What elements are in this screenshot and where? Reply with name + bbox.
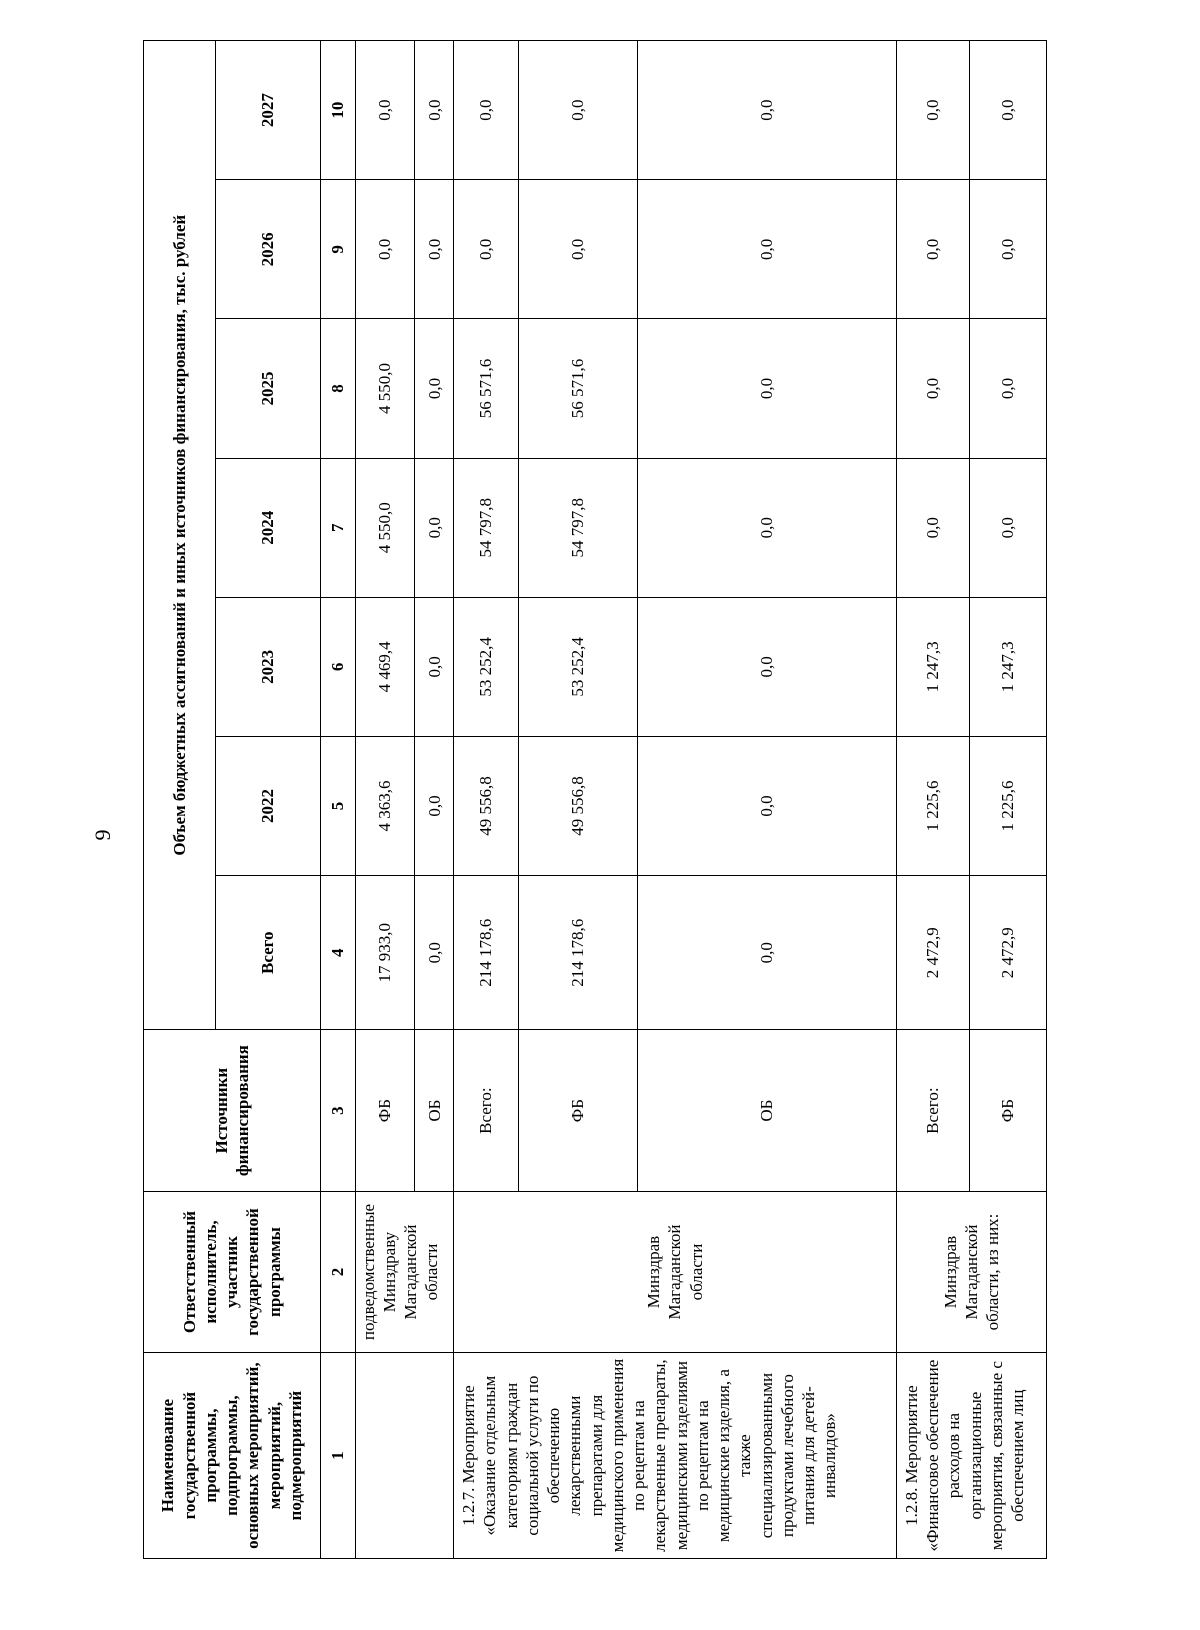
header-name: Наименование государственной программы, подпрограммы, основных мероприятий, мероприятий, подмероприятий [144, 1353, 321, 1559]
value-cell: 2 472,9 [969, 876, 1046, 1030]
value-cell: 0,0 [638, 41, 897, 180]
value-cell: 0,0 [454, 180, 519, 319]
value-cell: 0,0 [969, 458, 1046, 597]
value-cell: 4 550,0 [355, 458, 415, 597]
col-number: 3 [320, 1030, 355, 1191]
table-row [896, 41, 969, 1559]
table-row [454, 41, 519, 1559]
value-cell: 0,0 [415, 736, 454, 875]
value-cell: 0,0 [638, 180, 897, 319]
source-cell: ФБ [518, 1030, 637, 1191]
value-cell: 0,0 [415, 319, 454, 458]
table-row [355, 41, 415, 1559]
measure-name-1-2-8: 1.2.8. Мероприятие «Финансовое обеспечение расходов на организационные мероприятия, связанные с обеспечением лиц [896, 1353, 1046, 1559]
page-number: 9 [90, 829, 115, 841]
executor-cell: подведомственные Минздраву Магаданской области [355, 1191, 454, 1352]
source-cell: Всего: [454, 1030, 519, 1191]
value-cell: 0,0 [518, 41, 637, 180]
value-cell: 0,0 [896, 41, 969, 180]
value-cell: 0,0 [638, 736, 897, 875]
source-cell: ОБ [415, 1030, 454, 1191]
value-cell: 0,0 [638, 319, 897, 458]
name-cell-empty [355, 1353, 454, 1559]
value-cell: 49 556,8 [518, 736, 637, 875]
value-cell: 2 472,9 [896, 876, 969, 1030]
header-total: Всего [215, 876, 320, 1030]
col-number: 6 [320, 597, 355, 736]
source-cell: Всего: [896, 1030, 969, 1191]
value-cell: 214 178,6 [518, 876, 637, 1030]
value-cell: 0,0 [355, 41, 415, 180]
header-year: 2025 [215, 319, 320, 458]
value-cell: 0,0 [896, 180, 969, 319]
source-cell: ОБ [638, 1030, 897, 1191]
rotated-table-wrapper [143, 40, 1047, 1559]
value-cell: 49 556,8 [454, 736, 519, 875]
executor-cell: Минздрав Магаданской области [454, 1191, 897, 1352]
value-cell: 53 252,4 [454, 597, 519, 736]
col-number: 1 [320, 1353, 355, 1559]
value-cell: 1 247,3 [896, 597, 969, 736]
value-cell: 0,0 [969, 319, 1046, 458]
col-number: 2 [320, 1191, 355, 1352]
value-cell: 0,0 [518, 180, 637, 319]
measure-name-1-2-7: 1.2.7. Мероприятие «Оказание отдельным категориям граждан социальной услуги по обеспечению лекарственными препаратами для медицинского применения по рецептам на лекарственные препараты, медицинскими изделиями по рецептам на медицинские изделия, а также специализированными продуктами лечебного питания для детей-инвалидов» [454, 1353, 897, 1559]
col-number: 4 [320, 876, 355, 1030]
col-number: 9 [320, 180, 355, 319]
value-cell: 4 469,4 [355, 597, 415, 736]
value-cell: 0,0 [638, 597, 897, 736]
value-cell: 0,0 [638, 458, 897, 597]
source-cell: ФБ [969, 1030, 1046, 1191]
header-volume: Объем бюджетных ассигнований и иных источников финансирования, тыс. рублей [144, 41, 216, 1030]
value-cell: 0,0 [415, 876, 454, 1030]
value-cell: 54 797,8 [518, 458, 637, 597]
column-numbers-row [320, 41, 355, 1559]
value-cell: 0,0 [415, 458, 454, 597]
value-cell: 53 252,4 [518, 597, 637, 736]
header-executor: Ответственный исполнитель, участник государственной программы [144, 1191, 321, 1352]
source-cell: ФБ [355, 1030, 415, 1191]
value-cell: 0,0 [415, 41, 454, 180]
value-cell: 56 571,6 [454, 319, 519, 458]
value-cell: 54 797,8 [454, 458, 519, 597]
value-cell: 0,0 [896, 319, 969, 458]
value-cell: 214 178,6 [454, 876, 519, 1030]
value-cell: 4 363,6 [355, 736, 415, 875]
value-cell: 0,0 [454, 41, 519, 180]
value-cell: 0,0 [415, 597, 454, 736]
col-number: 5 [320, 736, 355, 875]
value-cell: 1 225,6 [896, 736, 969, 875]
col-number: 8 [320, 319, 355, 458]
header-year: 2022 [215, 736, 320, 875]
col-number: 10 [320, 41, 355, 180]
budget-table [143, 40, 1047, 1559]
col-number: 7 [320, 458, 355, 597]
header-year: 2026 [215, 180, 320, 319]
value-cell: 56 571,6 [518, 319, 637, 458]
header-year: 2027 [215, 41, 320, 180]
value-cell: 0,0 [355, 180, 415, 319]
value-cell: 0,0 [638, 876, 897, 1030]
header-source: Источники финансирования [144, 1030, 321, 1191]
value-cell: 0,0 [969, 41, 1046, 180]
value-cell: 0,0 [896, 458, 969, 597]
value-cell: 1 247,3 [969, 597, 1046, 736]
value-cell: 17 933,0 [355, 876, 415, 1030]
value-cell: 1 225,6 [969, 736, 1046, 875]
executor-cell: Минздрав Магаданской области, из них: [896, 1191, 1046, 1352]
value-cell: 0,0 [415, 180, 454, 319]
value-cell: 4 550,0 [355, 319, 415, 458]
value-cell: 0,0 [969, 180, 1046, 319]
header-year: 2024 [215, 458, 320, 597]
header-year: 2023 [215, 597, 320, 736]
